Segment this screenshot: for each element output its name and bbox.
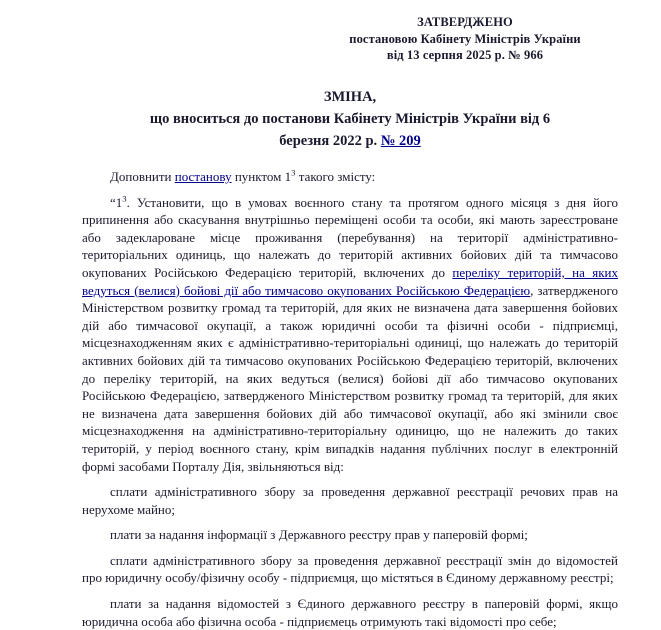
main-paragraph-part-1: . Установити, що в умовах воєнного стану та протягом одного місяця з дня його припинення або скасування внутрішньо переміщені особи та особи, які мають зареєстроване або задеклароване місце проживання (перебування) на території адміністративно-територіальних одиниць, що належать до територій активних бойових дій та тимчасово окупованих Російською Федерацією територій, включених до bbox=[82, 194, 618, 280]
resolution-209-link[interactable]: № 209 bbox=[380, 133, 421, 149]
intro-tail: такого змісту: bbox=[295, 169, 376, 184]
list-item: плати за надання відомостей з Єдиного державного реєстру в паперовій формі, якщо юридична особа або фізична особа - підприємець отримують такі відомості про себе; bbox=[82, 596, 618, 629]
main-paragraph bbox=[82, 194, 618, 476]
item-number: 1 bbox=[115, 194, 123, 210]
title-line-3 bbox=[82, 130, 618, 152]
intro-paragraph bbox=[82, 168, 618, 186]
postanovu-link[interactable]: постанову bbox=[174, 169, 232, 184]
main-paragraph-part-2: , затвердженого Міністерством розвитку громад та територій, для яких не визначена дата завершення бойових дій або тимчасової окупації, а також юридичні особи та фізичні особи - підприємці, місцезнаходженням яких є адміністративно-територіальні одиниці, що належать до територій активних бойових дій та тимчасово окупованих Російською Федерацією територій, включених до переліку територій, на яких ведуться (велися) бойові дії або тимчасово окупованих Російською Федерацією, затвердженого Міністерством розвитку громад та територій, для яких не визначена дата завершення бойових дій або тимчасової окупації, або які змінили своє місцезнаходження на адміністративно-територіальну одиницю, що не належить до таких територій, у період воєнного стану, крім випадків надання публічних послуг в електронній формі засобами Порталу Дія, звільняються від: bbox=[82, 282, 618, 474]
intro-superscript: 3 bbox=[291, 167, 296, 178]
document-body bbox=[82, 168, 618, 630]
approval-line-2: постановою Кабінету Міністрів України bbox=[349, 31, 581, 46]
page-title bbox=[82, 86, 618, 152]
quote-open: “ bbox=[110, 194, 116, 210]
list-item: плати за надання інформації з Державного реєстру прав у паперовій формі; bbox=[110, 527, 528, 543]
item-superscript: 3 bbox=[122, 193, 127, 204]
territories-list-link[interactable]: переліку територій, на яких ведуться (велися) бойові дії або тимчасово окупованих Російською Федерацією bbox=[82, 264, 618, 298]
intro-after-link: пунктом 1 bbox=[231, 169, 292, 184]
list-item: сплати адміністративного збору за проведення державної реєстрації змін до відомостей про юридичну особу/фізичну особу - підприємця, що містяться в Єдиному державному реєстрі; bbox=[82, 552, 618, 586]
list-item: сплати адміністративного збору за проведення державної реєстрації речових прав на нерухоме майно; bbox=[82, 484, 618, 517]
title-line-1: ЗМІНА, bbox=[323, 89, 377, 105]
title-line-3-prefix: березня 2022 р. bbox=[279, 133, 381, 149]
approval-line-3: від 13 серпня 2025 р. № 966 bbox=[386, 48, 544, 62]
approval-block bbox=[300, 14, 630, 64]
approval-line-1: ЗАТВЕРДЖЕНО bbox=[417, 15, 513, 29]
intro-before-link: Доповнити bbox=[110, 169, 175, 184]
title-line-2: що вноситься до постанови Кабінету Міністрів України від 6 bbox=[149, 111, 551, 127]
